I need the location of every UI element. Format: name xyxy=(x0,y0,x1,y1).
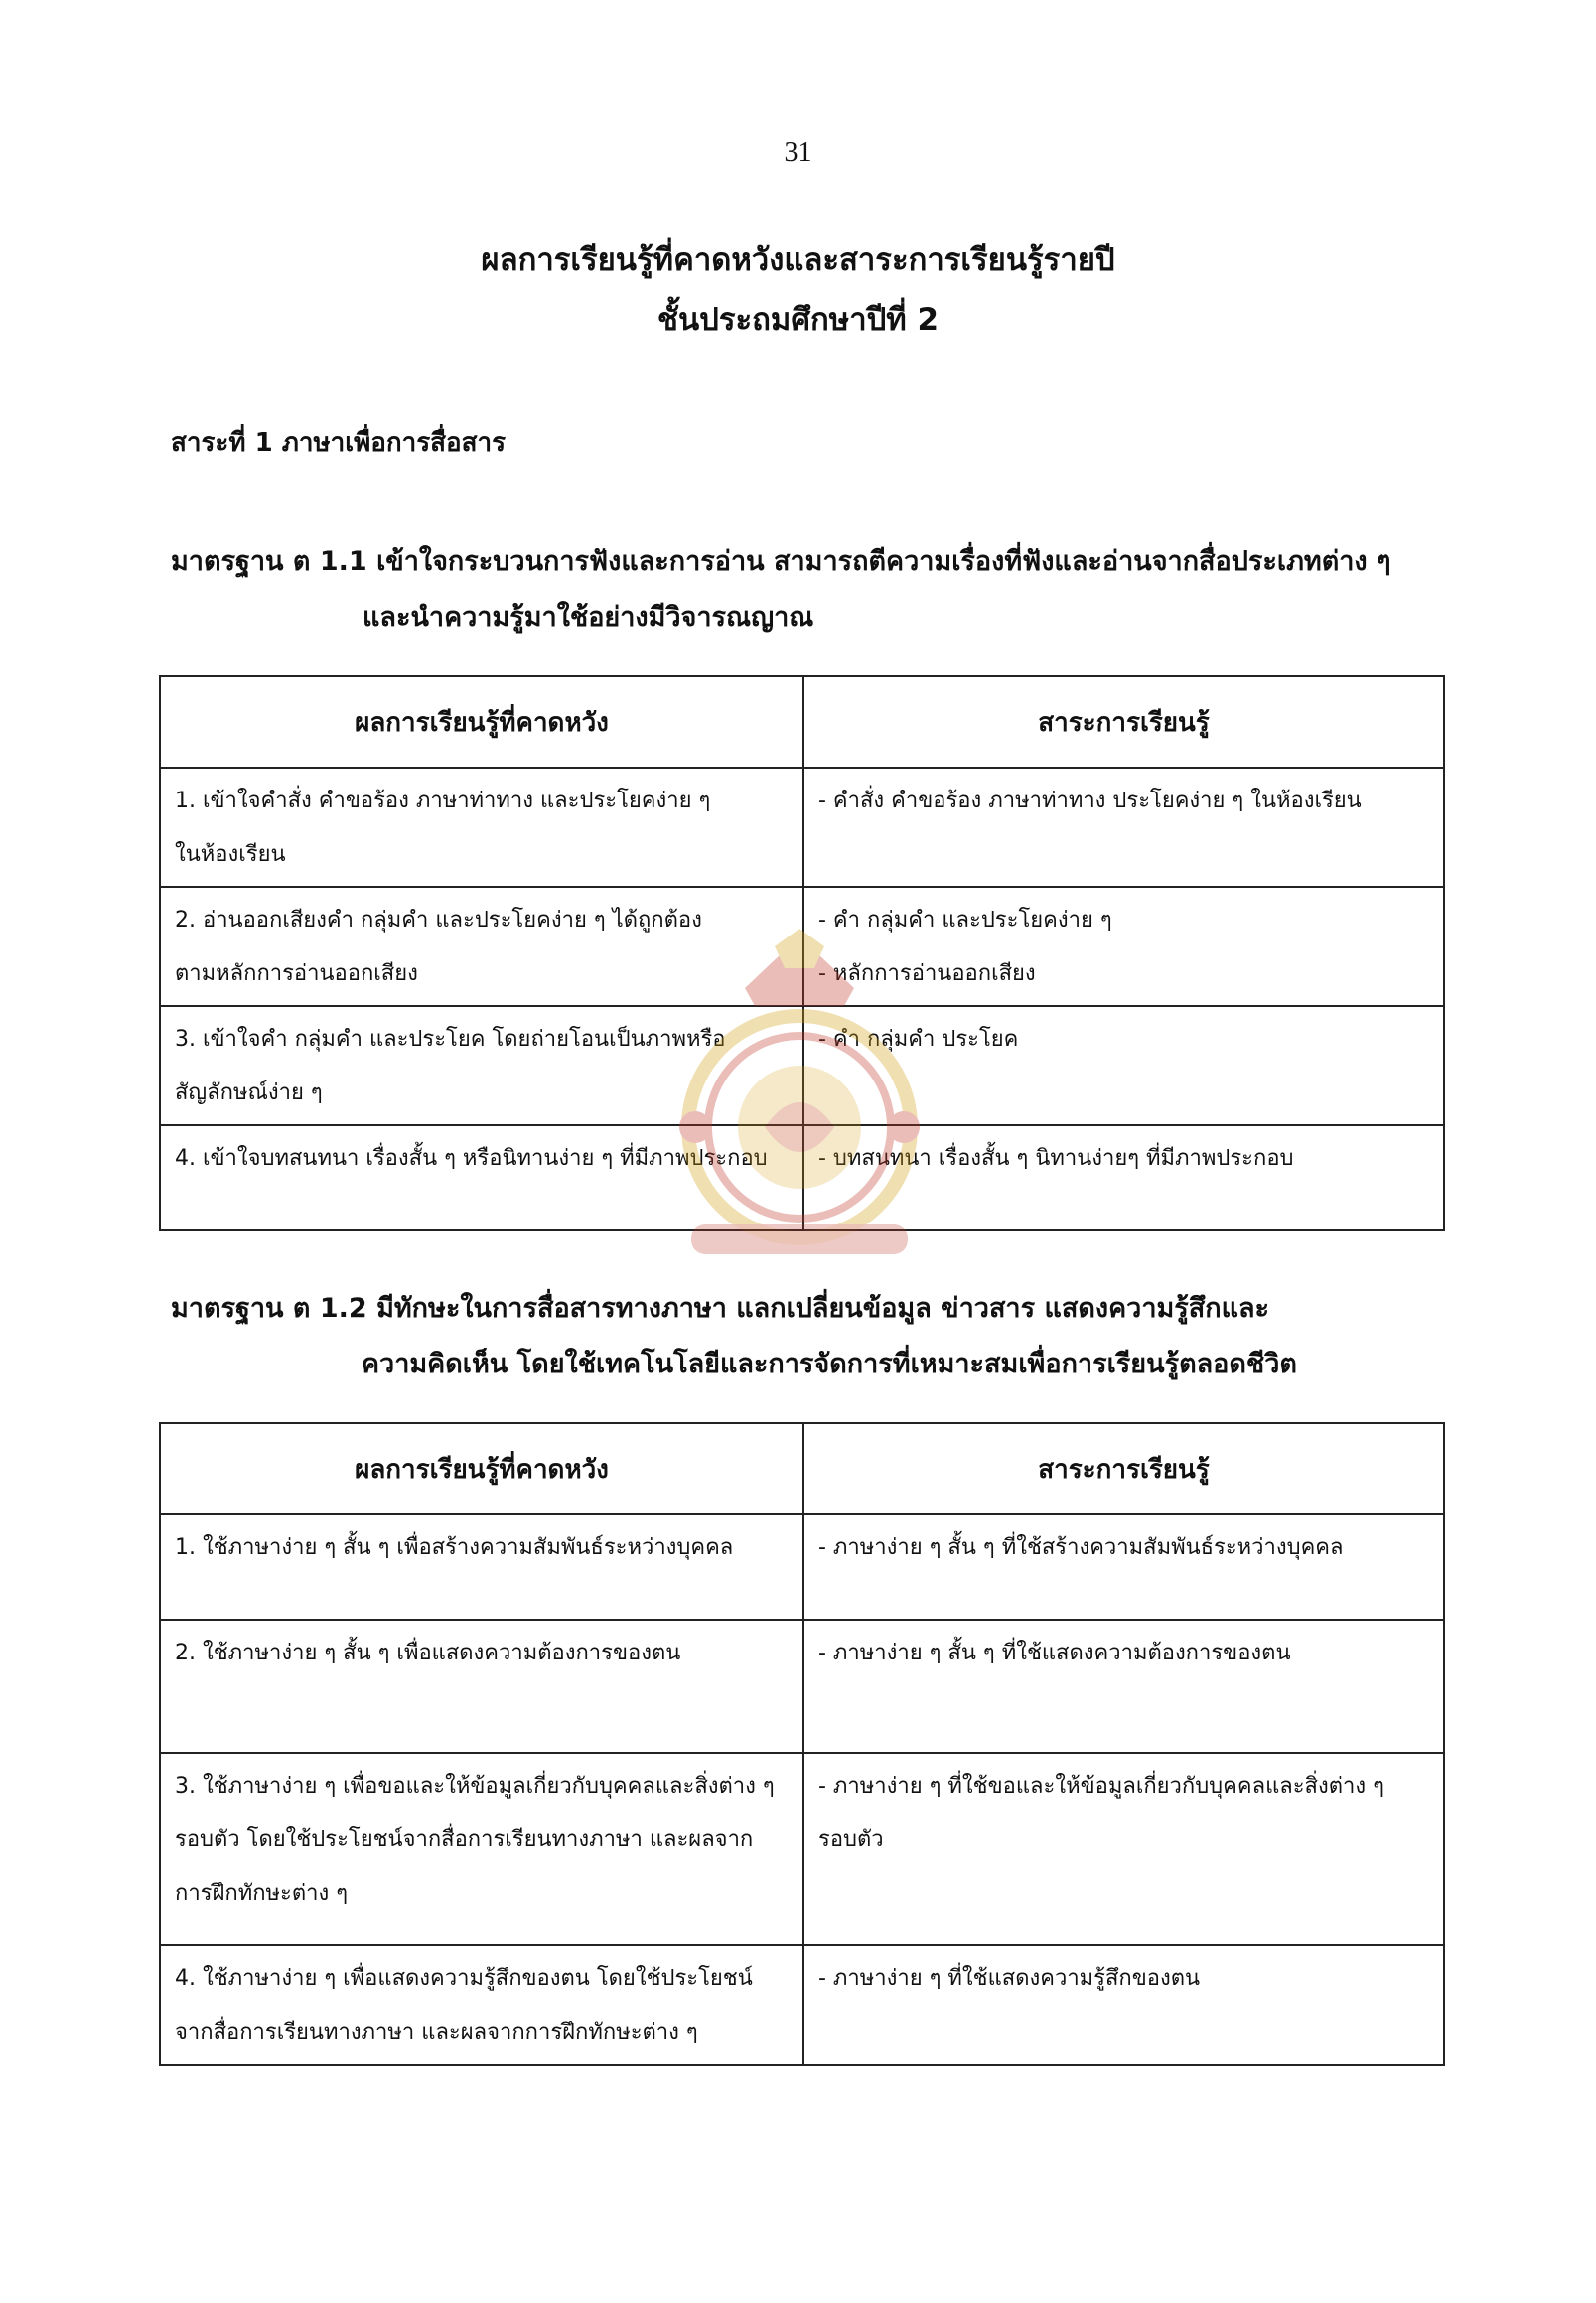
header-learning-content: สาระการเรียนรู้ xyxy=(803,676,1444,768)
page-number: 31 xyxy=(784,137,812,168)
header-expected-outcomes: ผลการเรียนรู้ที่คาดหวัง xyxy=(160,676,803,768)
content-text: - ภาษาง่าย ๆ สั้น ๆ ที่ใช้สร้างความสัมพันธ์ระหว่างบุคคล xyxy=(818,1535,1344,1560)
header-expected-outcomes: ผลการเรียนรู้ที่คาดหวัง xyxy=(160,1423,803,1514)
standard-2-line-1: มาตรฐาน ต 1.2 มีทักษะในการสื่อสารทางภาษา แลกเปลี่ยนข้อมูล ข่าวสาร แสดงความรู้สึกและ xyxy=(171,1293,1270,1324)
content-text: - ภาษาง่าย ๆ ที่ใช้แสดงความรู้สึกของตน xyxy=(818,1966,1201,1991)
outcome-text: 3. เข้าใจคำ กลุ่มคำ และประโยค โดยถ่ายโอนเป็นภาพหรือ xyxy=(175,1027,726,1052)
content-text: - บทสนทนา เรื่องสั้น ๆ นิทานง่ายๆ ที่มีภาพประกอบ xyxy=(818,1146,1294,1171)
outcome-text: 1. ใช้ภาษาง่าย ๆ สั้น ๆ เพื่อสร้างความสัมพันธ์ระหว่างบุคคล xyxy=(175,1535,734,1560)
outcome-text: รอบตัว โดยใช้ประโยชน์จากสื่อการเรียนทางภาษา และผลจาก xyxy=(175,1827,754,1852)
outcome-cell xyxy=(160,1514,803,1620)
content-cell xyxy=(803,1514,1444,1620)
content-text: - ภาษาง่าย ๆ สั้น ๆ ที่ใช้แสดงความต้องการของตน xyxy=(818,1641,1291,1665)
standard-2-heading xyxy=(171,1281,1442,1392)
table-row xyxy=(160,768,1444,887)
content-text: - คำ กลุ่มคำ และประโยคง่าย ๆ xyxy=(818,908,1112,933)
content-cell xyxy=(803,768,1444,887)
outcome-text: จากสื่อการเรียนทางภาษา และผลจากการฝึกทักษะต่าง ๆ xyxy=(175,2020,698,2045)
outcome-text: ตามหลักการอ่านออกเสียง xyxy=(175,961,418,986)
outcome-text: สัญลักษณ์ง่าย ๆ xyxy=(175,1080,323,1105)
outcome-text: 1. เข้าใจคำสั่ง คำขอร้อง ภาษาท่าทาง และประโยคง่าย ๆ xyxy=(175,789,711,813)
content-text: - คำ กลุ่มคำ ประโยค xyxy=(818,1027,1019,1052)
outcome-cell xyxy=(160,768,803,887)
table-header-row xyxy=(160,676,1444,768)
outcome-cell xyxy=(160,1620,803,1753)
page-title: ผลการเรียนรู้ที่คาดหวังและสาระการเรียนรู้รายปี xyxy=(481,242,1115,278)
standard-1-line-2: และนำความรู้มาใช้อย่างมีวิจารณญาณ xyxy=(363,602,814,633)
content-cell xyxy=(803,1945,1444,2065)
outcome-cell xyxy=(160,1945,803,2065)
content-text: - ภาษาง่าย ๆ ที่ใช้ขอและให้ข้อมูลเกี่ยวกับบุคคลและสิ่งต่าง ๆ xyxy=(818,1774,1384,1799)
table-header-row xyxy=(160,1423,1444,1514)
outcome-text: 4. เข้าใจบทสนทนา เรื่องสั้น ๆ หรือนิทานง่าย ๆ ที่มีภาพประกอบ xyxy=(175,1146,768,1171)
content-cell xyxy=(803,1753,1444,1945)
outcome-text: 2. อ่านออกเสียงคำ กลุ่มคำ และประโยคง่าย ๆ ได้ถูกต้อง xyxy=(175,908,702,933)
standard-2-line-2: ความคิดเห็น โดยใช้เทคโนโลยีและการจัดการที่เหมาะสมเพื่อการเรียนรู้ตลอดชีวิต xyxy=(362,1349,1297,1379)
content-cell xyxy=(803,1620,1444,1753)
outcome-text: การฝึกทักษะต่าง ๆ xyxy=(175,1881,349,1906)
standard-1-line-1: มาตรฐาน ต 1.1 เข้าใจกระบวนการฟังและการอ่าน สามารถตีความเรื่องที่ฟังและอ่านจากสื่อประเภทต่าง ๆ xyxy=(171,546,1391,577)
header-learning-content: สาระการเรียนรู้ xyxy=(803,1423,1444,1514)
content-text: รอบตัว xyxy=(818,1827,884,1852)
outcome-text: ในห้องเรียน xyxy=(175,842,286,867)
outcome-text: 3. ใช้ภาษาง่าย ๆ เพื่อขอและให้ข้อมูลเกี่ยวกับบุคคลและสิ่งต่าง ๆ xyxy=(175,1774,775,1799)
standard-2-table xyxy=(159,1422,1445,2066)
outcome-text: 2. ใช้ภาษาง่าย ๆ สั้น ๆ เพื่อแสดงความต้องการของตน xyxy=(175,1641,681,1665)
content-text: - หลักการอ่านออกเสียง xyxy=(818,961,1036,986)
table-row xyxy=(160,1945,1444,2065)
table-row xyxy=(160,1514,1444,1620)
standard-1-heading xyxy=(171,534,1442,646)
table-row xyxy=(160,1620,1444,1753)
ministry-seal-watermark xyxy=(655,929,943,1266)
table-row xyxy=(160,1753,1444,1945)
strand-heading: สาระที่ 1 ภาษาเพื่อการสื่อสาร xyxy=(171,428,507,458)
outcome-text: 4. ใช้ภาษาง่าย ๆ เพื่อแสดงความรู้สึกของตน โดยใช้ประโยชน์ xyxy=(175,1966,753,1991)
outcome-cell xyxy=(160,1753,803,1945)
content-text: - คำสั่ง คำขอร้อง ภาษาท่าทาง ประโยคง่าย ๆ ในห้องเรียน xyxy=(818,789,1362,813)
page-subtitle: ชั้นประถมศึกษาปีที่ 2 xyxy=(656,302,940,338)
